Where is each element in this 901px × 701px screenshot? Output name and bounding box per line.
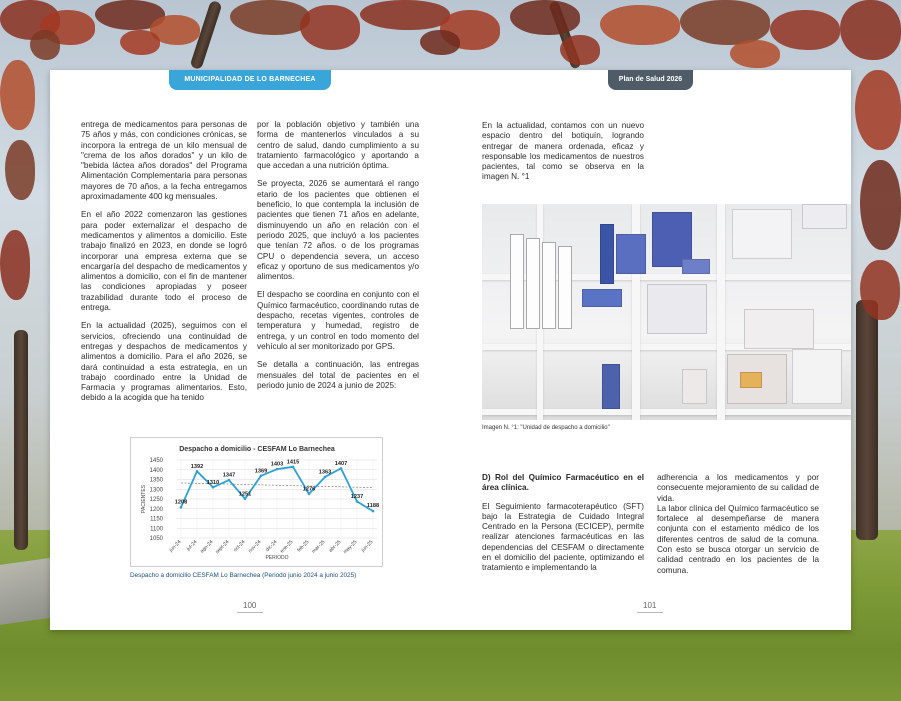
foliage-cluster [860,260,900,320]
medicine-box [600,224,614,284]
paragraph: En el año 2022 comenzaron las gestiones para poder externalizar el despacho de medicamentos y alimentos a domicilio. Este trabajo finalizó en 2023, en donde se logró incorporar una empresa externa que se encargaría del despacho de medicamentos y alimentos a domicilio, con el fin de mantener las condiciones apropiadas y poseer trazabilidad durante todo el proceso de entrega. [81,210,247,313]
binder [558,246,572,329]
foliage-cluster [680,0,770,45]
x-tick-label: jul-24 [185,539,199,553]
data-point [196,470,199,473]
section-title: D) Rol del Químico Farmacéutico en el área clínica. [482,473,644,493]
chart-canvas [131,438,384,568]
foliage-cluster [510,0,580,35]
page-number-divider [637,612,663,613]
data-point [340,467,343,470]
foliage-cluster [300,5,360,50]
x-axis-title: PERIODO [265,555,289,561]
binder [510,234,524,329]
data-label: 1188 [366,503,380,510]
data-label: 1392 [190,463,204,470]
data-label: 1369 [254,468,268,475]
x-tick-label: sept-24 [214,539,231,556]
y-tick-label: 1200 [149,506,163,513]
binder [542,242,556,329]
x-tick-label: dic-24 [264,539,279,554]
foliage-cluster [420,30,460,55]
chart-caption: Despacho a domicilio CESFAM Lo Barnechea (Periodo junio 2024 a junio 2025) [130,572,357,579]
right-page-column-1 [482,473,644,582]
foliage-cluster [855,70,901,150]
y-tick-label: 1150 [150,516,163,523]
data-label: 1276 [302,486,316,493]
foliage-cluster [0,60,35,130]
paragraph: La labor clínica del Químico farmacéutico se fortalece al desempeñarse de manera conjunta con el estamento médico de los diferentes centros de salud de la comuna. Con esto se busca otorgar un servicio de calidad centrado en los pacientes de la comuna. [657,503,819,575]
header-plan-tab: Plan de Salud 2026 [608,70,693,90]
medicine-box [682,369,707,404]
foliage-cluster [5,140,35,200]
data-label: 1407 [334,460,348,467]
x-tick-label: may-25 [342,539,359,556]
left-page-column-2 [257,120,419,399]
x-tick-label: ago-24 [199,539,215,555]
y-tick-label: 1100 [150,526,163,533]
foliage-cluster [30,30,60,60]
data-point [228,479,231,482]
foliage-cluster [730,40,780,68]
x-tick-label: feb-25 [296,539,311,554]
y-tick-label: 1450 [149,458,163,465]
data-point [308,493,311,496]
medicine-box [740,372,762,388]
paragraph: Se detalla a continuación, las entregas mensuales del total de pacientes en el periodo junio de 2024 a junio de 2025: [257,360,419,390]
foliage-cluster [360,0,450,30]
paragraph: entrega de medicamentos para personas de 75 años y más, con condiciones crónicas, se incorpora la entrega de un kilo mensual de "crema de los años dorados" y un kilo de "bebida láctea años dorados" del Programa Alimentación Complementaria para personas mayores de 70 años, a la fecha entregamos aproximadamente 400 kg mensuales. [81,120,247,202]
foliage-cluster [230,0,310,35]
data-point [180,506,183,509]
paragraph: Se proyecta, 2026 se aumentará el rango etario de los pacientes que obtienen el beneficio, lo que contempla la inclusión de pacientes que tienen 71 años en adelante, disminuyendo un año en relación con el periodo 2025, que incluyó a los pacientes que tenían 72 años. o de los programas CPU o dependencia severa, un acceso eficaz y oportuno de sus medicamentos y/o alimentos. [257,179,419,282]
data-label: 1208 [174,499,188,506]
pharmacy-shelves-photo [482,204,851,420]
data-point [260,474,263,477]
page-number-right: 101 [643,601,657,610]
paragraph: El despacho se coordina en conjunto con el Químico farmacéutico, coordinando rutas de despacho, recetas vigentes, controles de temperatura y humedad, registro de entrega, y un control en todo momento del vehículo al ser monitorizado por GPS. [257,290,419,351]
x-tick-label: jun-25 [360,539,375,554]
page-number-left: 100 [243,601,257,610]
foliage-cluster [560,35,600,65]
paragraph: adherencia a los medicamentos y por consecuente mejoramiento de su calidad de vida. [657,473,819,503]
photo-caption: Imagen N. °1: "Unidad de despacho a domicilio" [482,425,610,431]
header-municipality-tab: MUNICIPALIDAD DE LO BARNECHEA [169,70,331,90]
data-point [276,468,279,471]
page-number-divider [237,612,263,613]
medicine-box [802,204,847,229]
data-label: 1237 [350,494,364,501]
right-page-intro [482,121,644,191]
medicine-box [732,209,792,259]
foliage-cluster [600,5,680,45]
data-label: 1310 [206,479,220,486]
left-page-column-1 [81,120,247,412]
data-label: 1347 [222,472,236,479]
foliage-cluster [0,230,30,300]
data-point [324,476,327,479]
data-point [212,486,215,489]
medicine-box [744,309,814,349]
y-tick-label: 1050 [149,536,163,543]
data-point [372,510,375,513]
data-point [356,500,359,503]
medicine-box [682,259,710,274]
data-label: 1251 [238,491,252,498]
foliage-cluster [860,160,901,250]
x-tick-label: ene-25 [279,539,295,555]
y-tick-label: 1250 [149,497,163,504]
binder [526,238,540,329]
tree-trunk-right [856,300,878,540]
paragraph: En la actualidad (2025), seguimos con el servicios, ofreciendo una continuidad de entregas y despachos de medicamentos y alimentos a domicilio. Para el año 2026, se dará continuidad a esta estrategia, en un trabajo coordinado entre la Unidad de Farmacia y programas alimentarios. Esto, debido a la acogida que ha tenido [81,321,247,403]
foliage-cluster [840,0,901,60]
paragraph: El Seguimiento farmacoterapéutico (SFT) bajo la Estrategia de Cuidado Integral Centrado en la Persona (ECICEP), permite realizar atenciones farmacéuticas en las dependencias del CESFAM o directamente en el domicilio del paciente, optimizando el tratamiento e implementando la [482,501,644,573]
data-label: 1403 [270,461,284,468]
medicine-box [792,349,842,404]
paragraph: por la población objetivo y también una forma de mantenerlos vinculados a su centro de salud, dando cumplimiento a su tratamiento farmacológico y aportando a que accedan a una nutrición óptima. [257,120,419,171]
tree-trunk-left [14,330,28,550]
medicine-box [647,284,707,334]
foliage-cluster [120,30,160,55]
y-tick-label: 1300 [149,487,163,494]
x-tick-label: oct-24 [232,539,247,554]
medicine-box [602,364,620,409]
medicine-box [616,234,646,274]
x-tick-label: nov-24 [247,539,263,555]
x-tick-label: abr-25 [327,539,343,554]
y-tick-label: 1350 [149,477,163,484]
right-page-column-2 [657,473,819,584]
data-label: 1415 [286,459,300,466]
paragraph: En la actualidad, contamos con un nuevo espacio dentro del botiquín, logrando entregar de manera ordenada, eficaz y responsable los medicamentos de nuestros pacientes, tal como se observa en la imagen N. °1 [482,121,644,182]
x-tick-label: jun-24 [168,539,183,554]
y-axis-title: PACIENTES [141,485,147,513]
chart-title: Despacho a domicilio - CESFAM Lo Barnechea [179,446,335,453]
shelf-board [717,204,725,420]
line-chart [130,437,383,567]
data-label: 1363 [318,469,332,476]
foliage-cluster [770,10,840,50]
data-point [244,498,247,501]
x-tick-label: mar-25 [310,539,327,555]
medicine-box [582,289,622,307]
y-tick-label: 1400 [149,467,163,474]
data-point [292,466,295,469]
